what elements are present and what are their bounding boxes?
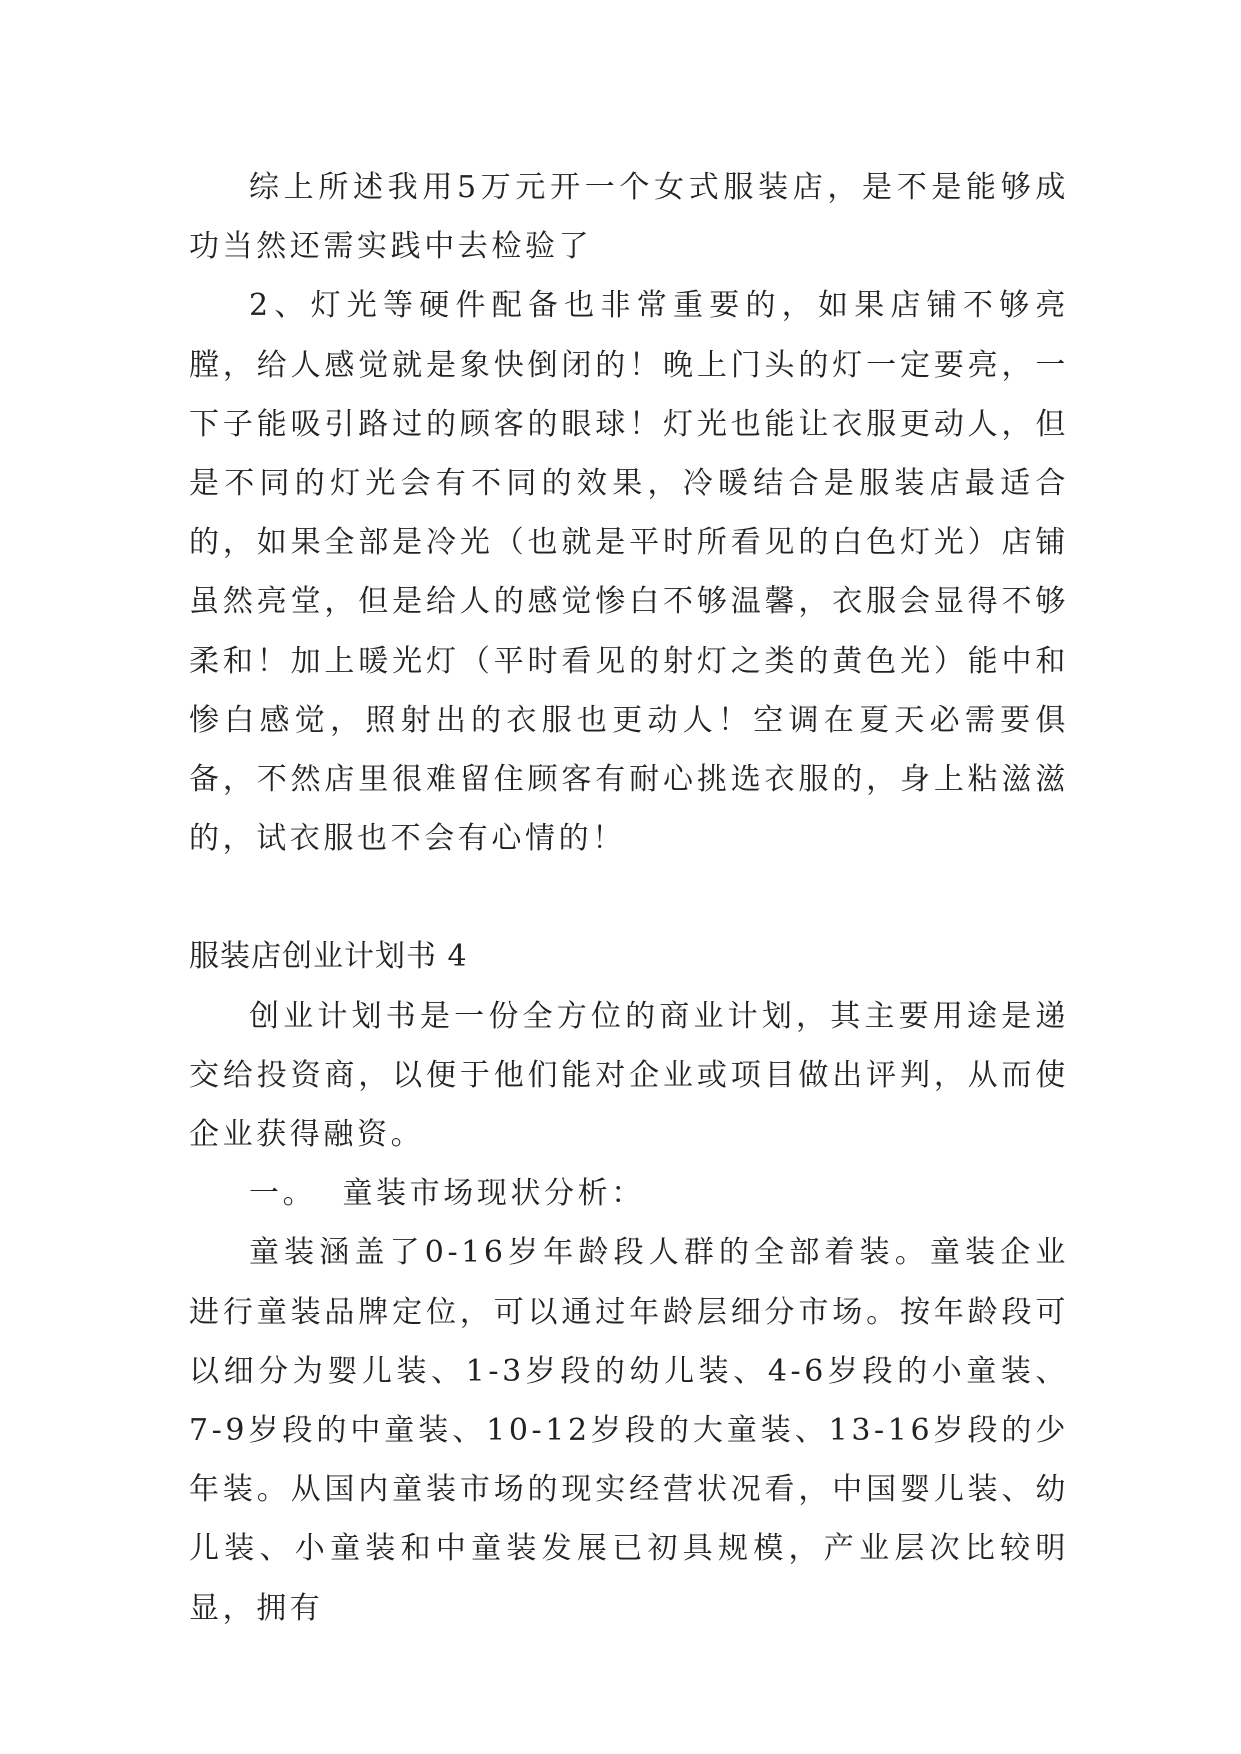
section-title: 服装店创业计划书 4: [189, 939, 468, 975]
paragraph-market-analysis: 童装涵盖了0-16岁年龄段人群的全部着装。童装企业进行童装品牌定位，可以通过年龄层细分市场。按年龄段可以细分为婴儿装、1-3岁段的幼儿装、4-6岁段的小童装、7-9岁段的中童装、10-12岁段的大童装、13-16岁段的少年装。从国内童装市场的现实经营状况看，中国婴儿装、幼儿装、小童装和中童装发展已初具规模，产业层次比较明显，拥有: [189, 1235, 1069, 1626]
document-page: [189, 158, 1069, 1638]
paragraph-lighting: 2、灯光等硬件配备也非常重要的，如果店铺不够亮膛，给人感觉就是象快倒闭的！晚上门头的灯一定要亮，一下子能吸引路过的顾客的眼球！灯光也能让衣服更动人，但是不同的灯光会有不同的效果，冷暖结合是服装店最适合的，如果全部是冷光（也就是平时所看见的白色灯光）店铺虽然亮堂，但是给人的感觉惨白不够温馨，衣服会显得不够柔和！加上暖光灯（平时看见的射灯之类的黄色光）能中和惨白感觉，照射出的衣服也更动人！空调在夏天必需要俱备，不然店里很难留住顾客有耐心挑选衣服的，身上粘滋滋的，试衣服也不会有心情的！: [189, 288, 1069, 857]
paragraph-intro: 创业计划书是一份全方位的商业计划，其主要用途是递交给投资商，以便于他们能对企业或项目做出评判，从而使企业获得融资。: [189, 998, 1069, 1153]
section-spacer: [189, 868, 1069, 927]
paragraph-conclusion: 综上所述我用5万元开一个女式服装店，是不是能够成功当然还需实践中去检验了: [189, 170, 1069, 265]
subheading-market-analysis: 一。 童装市场现状分析：: [249, 1176, 645, 1212]
